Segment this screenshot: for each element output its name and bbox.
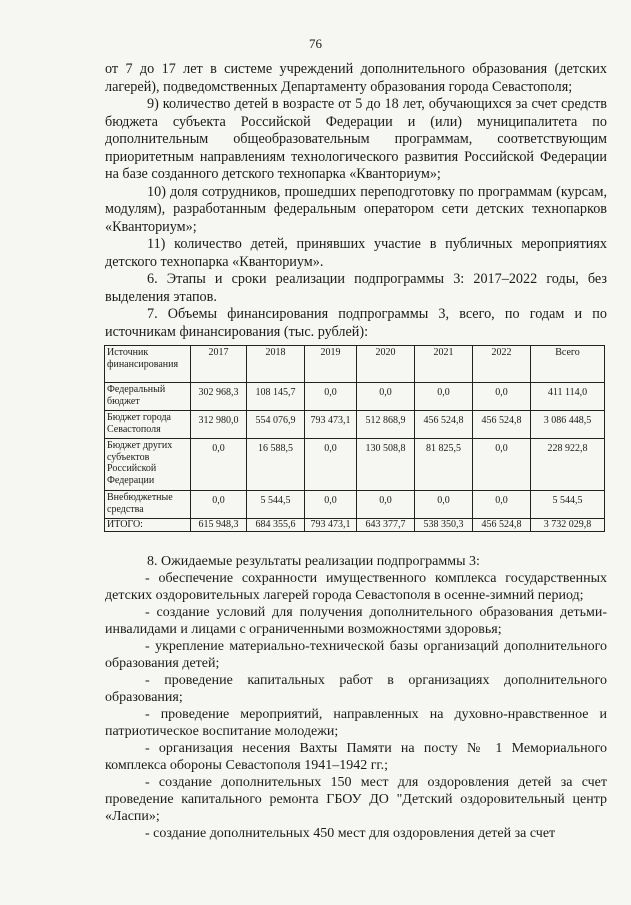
paragraph-item-10: 10) доля сотрудников, прошедших переподготовку по программам (курсам, модулям), разработанным федеральным оператором сети детских технопарков «Кванториум»; xyxy=(105,183,607,235)
result-item: - обеспечение сохранности имущественного комплекса государственных детских оздоровительных лагерей города Севастополя в осенне-зимний период; xyxy=(105,571,607,603)
table-cell: Внебюджетные средства xyxy=(105,491,191,519)
table-cell: 81 825,5 xyxy=(415,439,473,491)
table-cell: Бюджет других субъектов Российской Федерации xyxy=(105,439,191,491)
table-cell: 16 588,5 xyxy=(247,439,305,491)
table-row xyxy=(105,383,605,411)
table-cell: 554 076,9 xyxy=(247,411,305,439)
table-cell: 456 524,8 xyxy=(473,519,531,532)
table-cell: 5 544,5 xyxy=(247,491,305,519)
result-item: - создание дополнительных 150 мест для оздоровления детей за счет проведение капитального ремонта ГБОУ ДО "Детский оздоровительный центр «Ласпи»; xyxy=(105,775,607,824)
table-cell: 0,0 xyxy=(191,491,247,519)
table-cell: 302 968,3 xyxy=(191,383,247,411)
table-cell: 793 473,1 xyxy=(305,519,357,532)
table-cell: 0,0 xyxy=(357,491,415,519)
table-cell: 0,0 xyxy=(305,383,357,411)
table-cell: 0,0 xyxy=(473,491,531,519)
table-cell: 512 868,9 xyxy=(357,411,415,439)
result-item: - проведение мероприятий, направленных на духовно-нравственное и патриотическое воспитание молодежи; xyxy=(105,707,607,739)
table-cell: 456 524,8 xyxy=(473,411,531,439)
table-cell: 5 544,5 xyxy=(531,491,605,519)
table-cell: 684 355,6 xyxy=(247,519,305,532)
table-cell: 615 948,3 xyxy=(191,519,247,532)
paragraph-stages: 6. Этапы и сроки реализации подпрограммы 3: 2017–2022 годы, без выделения этапов. xyxy=(105,271,607,305)
table-cell: 0,0 xyxy=(357,383,415,411)
table-cell: ИТОГО: xyxy=(105,519,191,532)
table-cell: 643 377,7 xyxy=(357,519,415,532)
table-cell: Бюджет города Севастополя xyxy=(105,411,191,439)
table-cell: 793 473,1 xyxy=(305,411,357,439)
table-cell: 228 922,8 xyxy=(531,439,605,491)
table-row xyxy=(105,411,605,439)
result-item: - организация несения Вахты Памяти на посту № 1 Мемориального комплекса обороны Севастополя 1941–1942 гг.; xyxy=(105,741,607,773)
table-cell: 0,0 xyxy=(305,439,357,491)
table-cell: 312 980,0 xyxy=(191,411,247,439)
table-row xyxy=(105,439,605,491)
header-2019: 2019 xyxy=(305,346,357,383)
table-cell: 0,0 xyxy=(305,491,357,519)
table-cell: 538 350,3 xyxy=(415,519,473,532)
table-row-total xyxy=(105,519,605,532)
results-heading: 8. Ожидаемые результаты реализации подпрограммы 3: xyxy=(147,554,480,569)
paragraph-financing: 7. Объемы финансирования подпрограммы 3, всего, по годам и по источникам финансирования (тыс. рублей): xyxy=(105,306,607,340)
table-cell: 0,0 xyxy=(473,439,531,491)
table-cell: Федеральный бюджет xyxy=(105,383,191,411)
header-2021: 2021 xyxy=(415,346,473,383)
header-total: Всего xyxy=(531,346,605,383)
table-cell: 0,0 xyxy=(473,383,531,411)
header-2017: 2017 xyxy=(191,346,247,383)
header-2022: 2022 xyxy=(473,346,531,383)
paragraph-item-11: 11) количество детей, принявших участие в публичных мероприятиях детского технопарка «Кванториум». xyxy=(105,236,607,270)
table-cell: 108 145,7 xyxy=(247,383,305,411)
table-cell: 0,0 xyxy=(415,383,473,411)
table-cell: 3 732 029,8 xyxy=(531,519,605,532)
result-item: - создание условий для получения дополнительного образования детьми-инвалидами и лицами с ограниченными возможностями здоровья; xyxy=(105,605,607,637)
result-item: - проведение капитальных работ в организациях дополнительного образования; xyxy=(105,673,607,705)
page-number: 76 xyxy=(309,36,322,51)
header-2018: 2018 xyxy=(247,346,305,383)
result-item: - создание дополнительных 450 мест для оздоровления детей за счет xyxy=(145,826,556,841)
results-text xyxy=(105,553,607,842)
table-cell: 456 524,8 xyxy=(415,411,473,439)
financing-table xyxy=(104,345,605,532)
table-cell: 3 086 448,5 xyxy=(531,411,605,439)
paragraph-lagerya: от 7 до 17 лет в системе учреждений дополнительного образования (детских лагерей), подведомственных Департаменту образования города Севастополя; xyxy=(105,61,607,95)
table-cell: 130 508,8 xyxy=(357,439,415,491)
header-source: Источник финансирования xyxy=(105,346,191,383)
paragraph-item-9: 9) количество детей в возрасте от 5 до 18 лет, обучающихся за счет средств бюджета субъекта Российской Федерации и (или) муниципалитета по дополнительным общеобразовательным программам, соответствующим приоритетным направлениям технологического развития Российской Федерации на базе созданного детского технопарка «Кванториум»; xyxy=(105,96,607,182)
table-row xyxy=(105,491,605,519)
header-2020: 2020 xyxy=(357,346,415,383)
table-cell: 411 114,0 xyxy=(531,383,605,411)
table-cell: 0,0 xyxy=(191,439,247,491)
table-cell: 0,0 xyxy=(415,491,473,519)
result-item: - укрепление материально-технической базы организаций дополнительного образования детей; xyxy=(105,639,607,671)
intro-text xyxy=(105,61,607,341)
table-header-row xyxy=(105,346,605,383)
